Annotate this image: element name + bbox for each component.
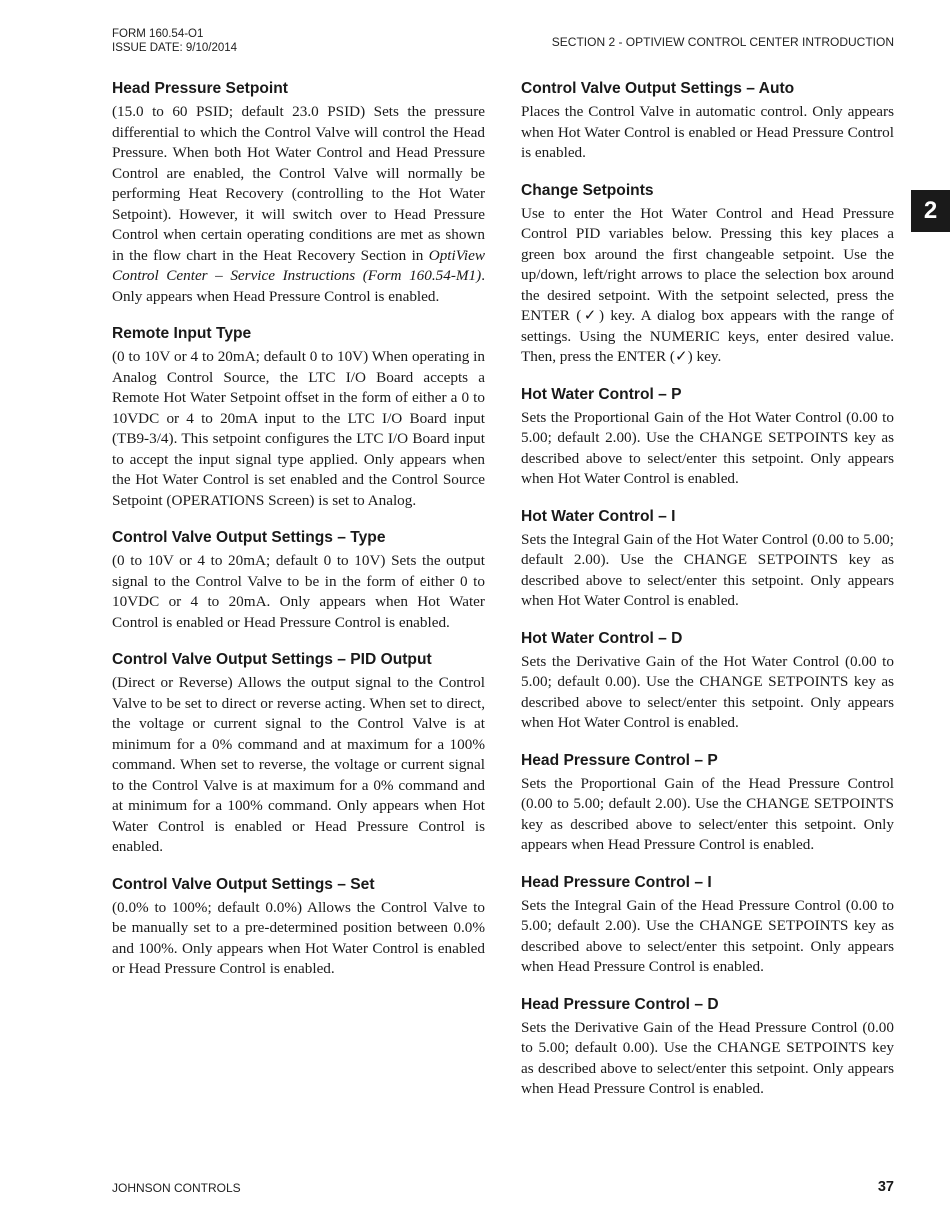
section-cv-output-set [112, 875, 485, 980]
section-heading: Hot Water Control – I [521, 507, 676, 525]
left-column [112, 79, 485, 980]
section-heading: Head Pressure Control – P [521, 751, 718, 769]
section-heading: Hot Water Control – P [521, 385, 682, 403]
section-body: (15.0 to 60 PSID; default 23.0 PSID) Sets the pressure differential to which the Control Valve will control the Head Pressure. When both Hot Water Control and Head Pressure Control are enabled, the Control Valve will normally be performing Heat Recovery (controlling to the Hot Water Setpoint). However, it will switch over to Head Pressure Control when certain operating conditions are met as shown in the flow chart in the Heat Recovery Section in OptiView Control Center – Service Instructions (Form 160.54-M1). Only appears when Head Pressure Control is enabled. [112, 103, 485, 305]
section-heading: Control Valve Output Settings – Auto [521, 80, 795, 97]
section-body: Sets the Proportional Gain of the Hot Water Control (0.00 to 5.00; default 2.00). Use the CHANGE SETPOINTS key as described above to select/enter this setpoint. Only appears when Hot Water Control is enabled. [521, 408, 894, 487]
section-heading: Control Valve Output Settings – Set [112, 875, 375, 893]
section-body: (0.0% to 100%; default 0.0%) Allows the Control Valve to be manually set to a pre-determined position between 0.0% and 100%. Only appears when Hot Water Control is enabled or Head Pressure Control is enabled. [112, 898, 485, 977]
section-heading: Head Pressure Control – D [521, 995, 719, 1013]
footer-company: JOHNSON CONTROLS [112, 1181, 241, 1195]
section-remote-input-type [112, 324, 485, 511]
section-heading: Head Pressure Setpoint [112, 80, 288, 97]
section-hot-water-i [521, 507, 894, 612]
section-body: (0 to 10V or 4 to 20mA; default 0 to 10V) When operating in Analog Control Source, the LTC I/O Board accepts a Remote Hot Water Setpoint offset in the form of either a 0 to 10VDC or 4 to 20mA input to the LTC I/O Board input (TB9-3/4). This setpoint configures the LTC I/O Board input to accept the input signal type applied. Only appears when the Hot Water Control is set enabled and the Control Source Setpoint (OPERATIONS Screen) is set to Analog. [112, 348, 485, 509]
section-hot-water-p [521, 385, 894, 490]
section-hot-water-d [521, 629, 894, 734]
section-body: Sets the Derivative Gain of the Hot Water Control (0.00 to 5.00; default 0.00). Use the CHANGE SETPOINTS key as described above to select/enter this setpoint. Only appears when Hot Water Control is enabled. [521, 652, 894, 731]
section-heading: Change Setpoints [521, 181, 654, 199]
section-change-setpoints [521, 181, 894, 368]
page-number: 37 [877, 1179, 894, 1195]
right-column [521, 79, 894, 1100]
form-number: FORM 160.54-O1 [112, 28, 204, 40]
section-heading: Hot Water Control – D [521, 629, 683, 647]
section-heading: Control Valve Output Settings – PID Output [112, 651, 432, 668]
form-info [112, 27, 237, 55]
section-body: Sets the Integral Gain of the Head Pressure Control (0.00 to 5.00; default 2.00). Use the CHANGE SETPOINTS key as described above to select/enter this setpoint. Only appears when Head Pressure Control is enabled. [521, 896, 894, 975]
section-cv-output-auto [521, 79, 894, 164]
section-cv-output-pid [112, 650, 485, 858]
section-cv-output-type [112, 528, 485, 633]
section-body: Places the Control Valve in automatic control. Only appears when Hot Water Control is enabled or Head Pressure Control is enabled. [521, 103, 894, 161]
section-head-pressure-p [521, 751, 894, 856]
section-head-pressure-d [521, 995, 894, 1100]
section-body: (Direct or Reverse) Allows the output signal to the Control Valve to be set to direct or reverse acting. When set to direct, the voltage or current signal to the Control Valve is at minimum for a 0% command and at maximum for a 100% command. When set to reverse, the voltage or current signal to the Control Valve is at maximum for a 0% command and at minimum for a 100% command. Only appears when Hot Water Control is enabled or Head Pressure Control is enabled. [112, 674, 485, 855]
section-heading: Head Pressure Control – I [521, 873, 712, 891]
section-head-pressure-setpoint [112, 79, 485, 307]
section-title: SECTION 2 - OPTIVIEW CONTROL CENTER INTRODUCTION [551, 35, 894, 49]
section-body: Sets the Integral Gain of the Hot Water Control (0.00 to 5.00; default 2.00). Use the CHANGE SETPOINTS key as described above to select/enter this setpoint. Only appears when Hot Water Control is enabled. [521, 530, 894, 609]
section-heading: Control Valve Output Settings – Type [112, 529, 386, 546]
section-body: (0 to 10V or 4 to 20mA; default 0 to 10V) Sets the output signal to the Control Valve to be in the form of either 0 to 10VDC or 4 to 20mA. Only appears when Hot Water Control is enabled or Head Pressure Control is enabled. [112, 552, 485, 631]
section-heading: Remote Input Type [112, 325, 252, 342]
section-body: Use to enter the Hot Water Control and Head Pressure Control PID variables below. Pressing this key places a green box around the first changeable setpoint. Use the up/down, left/right arrows to place the selection box around the desired setpoint. With the setpoint selected, press the ENTER (✓) key. A dialog box appears with the range of settings. Using the NUMERIC keys, enter desired value. Then, press the ENTER (✓) key. [521, 204, 894, 365]
section-head-pressure-i [521, 873, 894, 978]
section-body: Sets the Proportional Gain of the Head Pressure Control (0.00 to 5.00; default 2.00). Use the CHANGE SETPOINTS key as described above to select/enter this setpoint. Only appears when Head Pressure Control is enabled. [521, 774, 894, 853]
section-tab: 2 [911, 190, 950, 232]
issue-date: ISSUE DATE: 9/10/2014 [112, 42, 238, 54]
section-body: Sets the Derivative Gain of the Head Pressure Control (0.00 to 5.00; default 0.00). Use the CHANGE SETPOINTS key as described above to select/enter this setpoint. Only appears when Head Pressure Control is enabled. [521, 1018, 894, 1097]
manual-reference: OptiView Control Center – Service Instructions (Form 160.54-M1) [112, 246, 485, 284]
